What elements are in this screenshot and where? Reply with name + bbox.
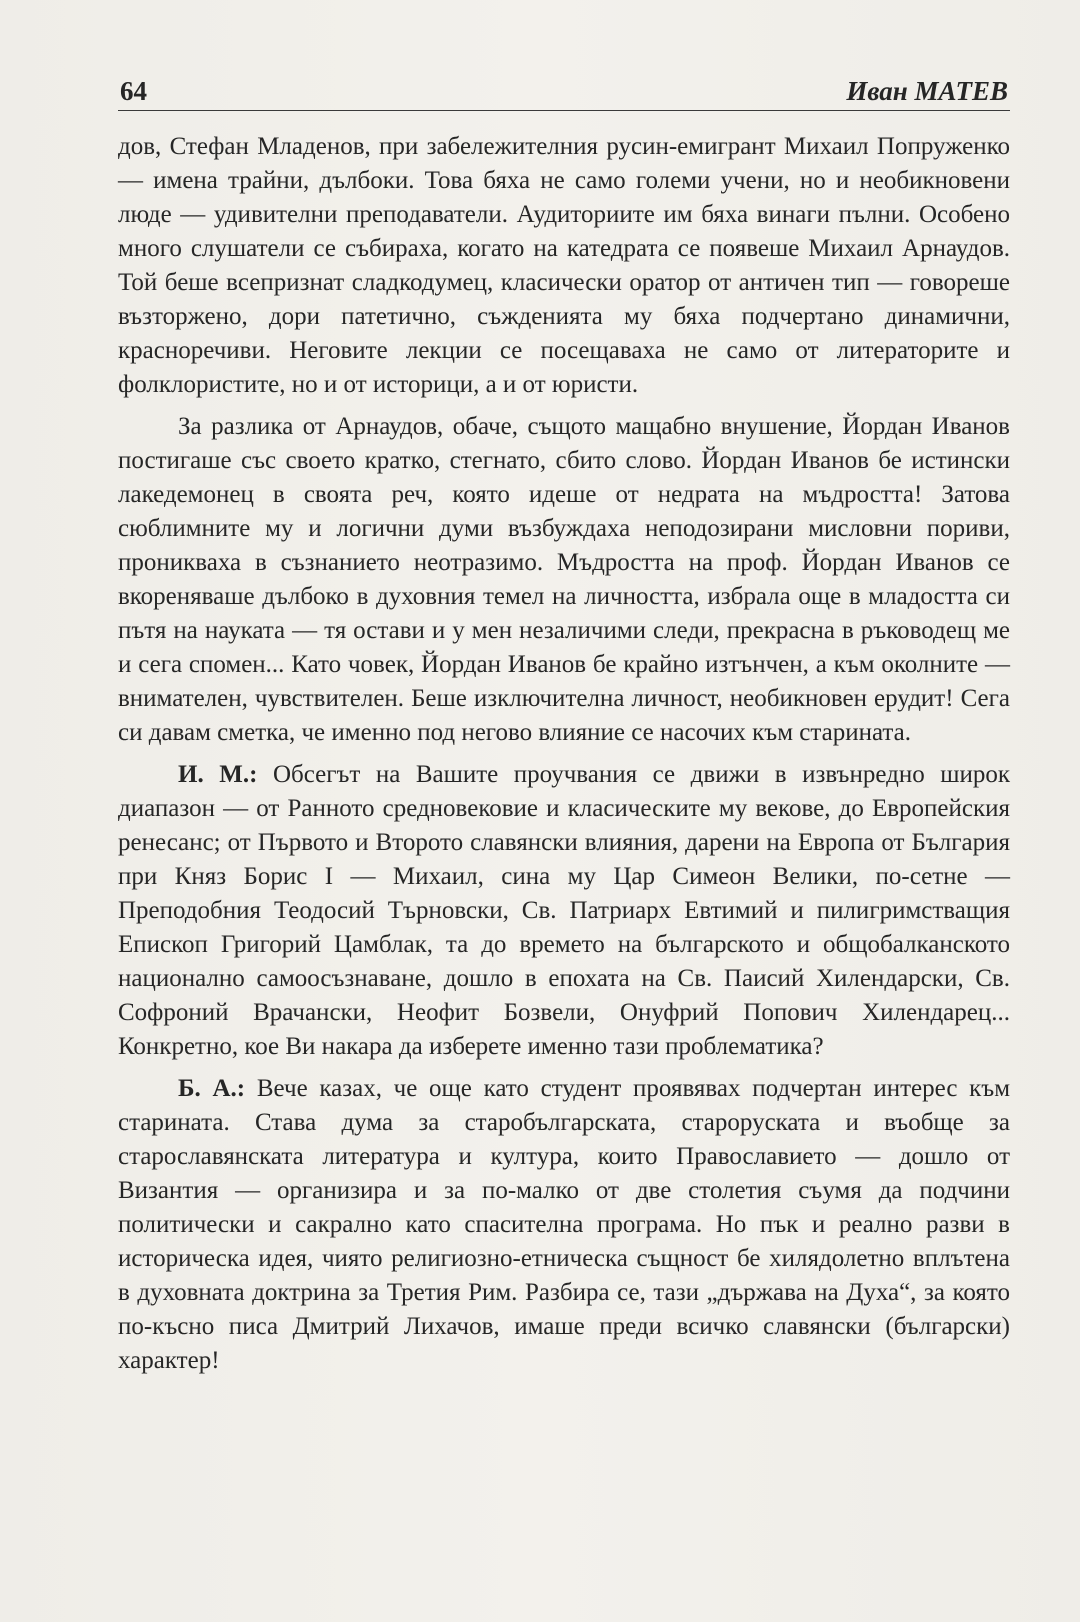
paragraph-text: Вече казах, че още като студент проявявах подчертан интерес към старината. Става дума за старобългарската, староруската и въобще за старославянската литература и култура, които Православието — дошло от Византия — организира и за по-малко от две столетия съумя да подчини политически и сакрално като спасителна програма. Но пък и реално разви в историческа идея, чиято религиозно-етническа същност бе хилядолетно вплътена в духовната доктрина за Третия Рим. Разбира се, тази „държава на Духа“, за която по-късно писа Дмитрий Лихачов, имаше преди всичко славянски (български) характер!	[118, 1075, 1011, 1374]
page-header	[118, 76, 1010, 116]
header-rule	[118, 110, 1010, 111]
answer-paragraph	[118, 1072, 1010, 1378]
paragraph	[118, 410, 1010, 750]
body-text	[118, 130, 1010, 1386]
paragraph-text: За разлика от Арнаудов, обаче, същото мащабно внушение, Йордан Иванов постигаше със своето кратко, стегнато, сбито слово. Йордан Иванов бе истински лакедемонец в своята реч, която идеше от недрата на мъдростта! Затова сюблимните му и логични думи възбуждаха неподозирани мисловни пориви, проникваха в съзнанието неотразимо. Мъдростта на проф. Йордан Иванов се вкореняваше дълбоко в духовния темел на личността, избрала още в младостта си пътя на науката — тя остави и у мен незаличими следи, прекрасна в ръководещ ме и сега спомен... Като човек, Йордан Иванов бе крайно изтънчен, а към околните — внимателен, чувствителен. Беше изключителна личност, необикновен ерудит! Сега си давам сметка, че именно под негово влияние се насочих към старината.	[118, 413, 1010, 746]
question-paragraph	[118, 758, 1010, 1064]
paragraph-text: дов, Стефан Младенов, при забележителния русин-емигрант Михаил Попруженко — имена трайни, дълбоки. Това бяха не само големи учени, но и необикновени люде — удивителни преподаватели. Аудиториите им бяха винаги пълни. Особено много слушатели се събираха, когато на катедрата се появеше Михаил Арнаудов. Той беше всепризнат сладкодумец, класически оратор от античен тип — говореше възторжено, дори патетично, съжденията му бяха подчертано динамични, красноречиви. Неговите лекции се посещаваха не само от литераторите и фолклористите, но и от историци, а и от юристи.	[118, 133, 1010, 398]
page-number: 64	[120, 76, 147, 106]
paragraph	[118, 130, 1010, 402]
speaker-label: Б. А.:	[178, 1075, 246, 1102]
paragraph-text: Обсегът на Вашите проучвания се движи в извънредно широк диапазон — от Ранното средновековие и класическите му векове, до Европейския ренесанс; от Първото и Второто славянски влияния, дарени на Европа от България при Княз Борис I — Михаил, сина му Цар Симеон Велики, по-сетне — Преподобния Теодосий Търновски, Св. Патриарх Евтимий и пилигримстващия Епископ Григорий Цамблак, та до времето на българското и общобалканското национално самоосъзнаване, дошло в епохата на Св. Паисий Хилендарски, Св. Софроний Врачански, Неофит Бозвели, Онуфрий Попович Хилендарец... Конкретно, кое Ви накара да изберете именно тази проблематика?	[118, 761, 1011, 1060]
running-head: Иван МАТЕВ	[846, 76, 1008, 106]
speaker-label: И. М.:	[178, 761, 258, 788]
